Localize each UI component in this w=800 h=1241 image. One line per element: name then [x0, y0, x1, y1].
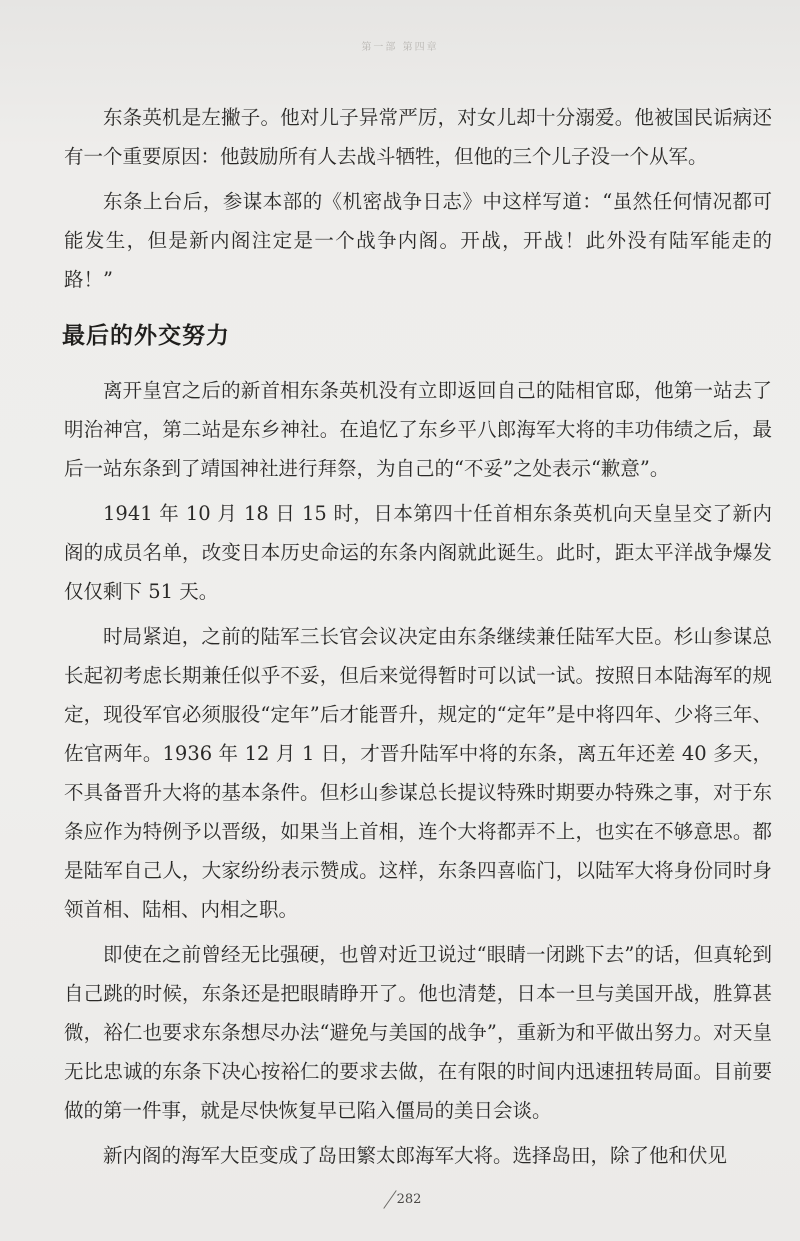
folio-slash-mark	[383, 1190, 396, 1209]
section-heading: 最后的外交努力	[62, 323, 230, 349]
paragraph-navy-minister: 新内阁的海军大臣变成了岛田繁太郎海军大将。选择岛田，除了他和伏见	[103, 1144, 728, 1167]
paragraph-left-handed: 东条英机是左撇子。他对儿子异常严厉，对女儿却十分溺爱。他被国民诟病还有一个重要原因：他鼓励所有人去战斗牺牲，但他的三个儿子没一个从军。	[64, 106, 772, 168]
page-body	[64, 98, 772, 1181]
page-number	[0, 1192, 800, 1207]
paragraph-cabinet-formed: 1941 年 10 月 18 日 15 时，日本第四十任首相东条英机向天皇呈交了新内阁的成员名单，改变日本历史命运的东条内阁就此诞生。此时，距太平洋战争爆发仅仅剩下 51 天。	[64, 502, 772, 603]
running-head: 第一部 第四章	[361, 42, 439, 53]
page-number-text: 282	[396, 1192, 422, 1207]
paragraph-negotiations: 即使在之前曾经无比强硬，也曾对近卫说过“眼睛一闭跳下去”的话，但真轮到自己跳的时候，东条还是把眼睛睁开了。他也清楚，日本一旦与美国开战，胜算甚微，裕仁也要求东条想尽办法“避免与美国的战争”，重新为和平做出努力。对天皇无比忠诚的东条下决心按裕仁的要求去做，在有限的时间内迅速扭转局面。目前要做的第一件事，就是尽快恢复早已陷入僵局的美日会谈。	[64, 943, 772, 1122]
paragraph-shrine-visits: 离开皇宫之后的新首相东条英机没有立即返回自己的陆相官邸，他第一站去了明治神宫，第二站是东乡神社。在追忆了东乡平八郎海军大将的丰功伟绩之后，最后一站东条到了靖国神社进行拜祭，为自己的“不妥”之处表示“歉意”。	[64, 379, 772, 480]
paragraph-promotion: 时局紧迫，之前的陆军三长官会议决定由东条继续兼任陆军大臣。杉山参谋总长起初考虑长期兼任似乎不妥，但后来觉得暂时可以试一试。按照日本陆海军的规定，现役军官必须服役“定年”后才能晋升，规定的“定年”是中将四年、少将三年、佐官两年。1936 年 12 月 1 日，才晋升陆军中将的东条，离五年还差 40 多天，不具备晋升大将的基本条件。但杉山参谋总长提议特殊时期要办特殊之事，对于东条应作为特例予以晋级，如果当上首相，连个大将都弄不上，也实在不够意思。都是陆军自己人，大家纷纷表示赞成。这样，东条四喜临门，以陆军大将身份同时身领首相、陆相、内相之职。	[64, 625, 772, 921]
paragraph-war-diary: 东条上台后，参谋本部的《机密战争日志》中这样写道：“虽然任何情况都可能发生，但是新内阁注定是一个战争内阁。开战，开战！此外没有陆军能走的路！”	[64, 190, 772, 291]
